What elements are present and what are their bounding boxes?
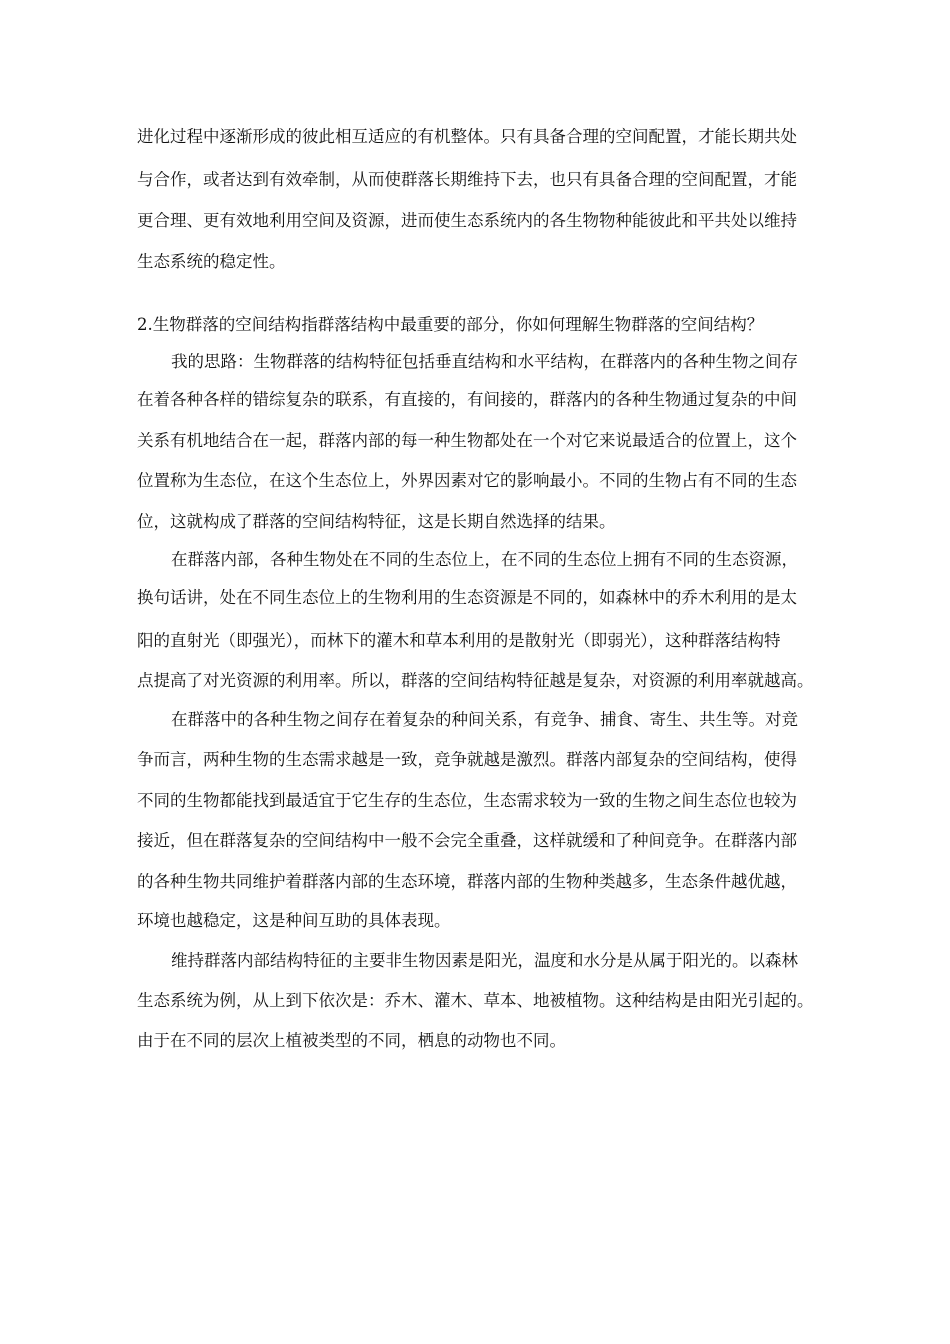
body-text-line: 换句话讲，处在不同生态位上的生物利用的生态资源是不同的，如森林中的乔木利用的是太 xyxy=(137,588,797,607)
body-text-line: 争而言，两种生物的生态需求越是一致，竞争就越是激烈。群落内部复杂的空间结构，使得 xyxy=(137,750,797,769)
body-text-line: 进化过程中逐渐形成的彼此相互适应的有机整体。只有具备合理的空间配置，才能长期共处 xyxy=(137,127,797,146)
body-text-line: 环境也越稳定，这是种间互助的具体表现。 xyxy=(137,911,451,930)
body-text-line: 生态系统为例，从上到下依次是：乔木、灌木、草本、地被植物。这种结构是由阳光引起的。 xyxy=(137,991,814,1010)
body-text-line: 接近，但在群落复杂的空间结构中一般不会完全重叠，这样就缓和了种间竞争。在群落内部 xyxy=(137,831,797,850)
body-text-line: 位置称为生态位，在这个生态位上，外界因素对它的影响最小。不同的生物占有不同的生态 xyxy=(137,471,797,490)
body-text-line: 更合理、更有效地利用空间及资源，进而使生态系统内的各生物物种能彼此和平共处以维持 xyxy=(137,211,797,230)
question-heading: 2.生物群落的空间结构指群落结构中最重要的部分，你如何理解生物群落的空间结构？ xyxy=(137,315,764,334)
body-text-line: 在群落中的各种生物之间存在着复杂的种间关系，有竞争、捕食、寄生、共生等。对竞 xyxy=(171,710,798,729)
body-text-line: 关系有机地结合在一起，群落内部的每一种生物都处在一个对它来说最适合的位置上，这个 xyxy=(137,431,797,450)
body-text-line: 位，这就构成了群落的空间结构特征，这是长期自然选择的结果。 xyxy=(137,512,616,531)
body-text-line: 阳的直射光（即强光），而林下的灌木和草本利用的是散射光（即弱光），这种群落结构特 xyxy=(137,631,781,650)
body-text-line: 由于在不同的层次上植被类型的不同，栖息的动物也不同。 xyxy=(137,1031,566,1050)
body-text-line: 在群落内部，各种生物处在不同的生态位上，在不同的生态位上拥有不同的生态资源， xyxy=(171,550,798,569)
body-text-line: 维持群落内部结构特征的主要非生物因素是阳光，温度和水分是从属于阳光的。以森林 xyxy=(171,951,798,970)
body-text-line: 生态系统的稳定性。 xyxy=(137,252,286,271)
body-text-line: 与合作，或者达到有效牵制，从而使群落长期维持下去，也只有具备合理的空间配置，才能 xyxy=(137,170,797,189)
body-text-line: 在着各种各样的错综复杂的联系，有直接的，有间接的，群落内的各种生物通过复杂的中间 xyxy=(137,390,797,409)
body-text-line: 点提高了对光资源的利用率。所以，群落的空间结构特征越是复杂，对资源的利用率就越高。 xyxy=(137,671,814,690)
body-text-line: 的各种生物共同维护着群落内部的生态环境，群落内部的生物种类越多，生态条件越优越， xyxy=(137,872,797,891)
body-text-line: 不同的生物都能找到最适宜于它生存的生态位，生态需求较为一致的生物之间生态位也较为 xyxy=(137,791,797,810)
body-text-line: 我的思路：生物群落的结构特征包括垂直结构和水平结构，在群落内的各种生物之间存 xyxy=(171,352,798,371)
